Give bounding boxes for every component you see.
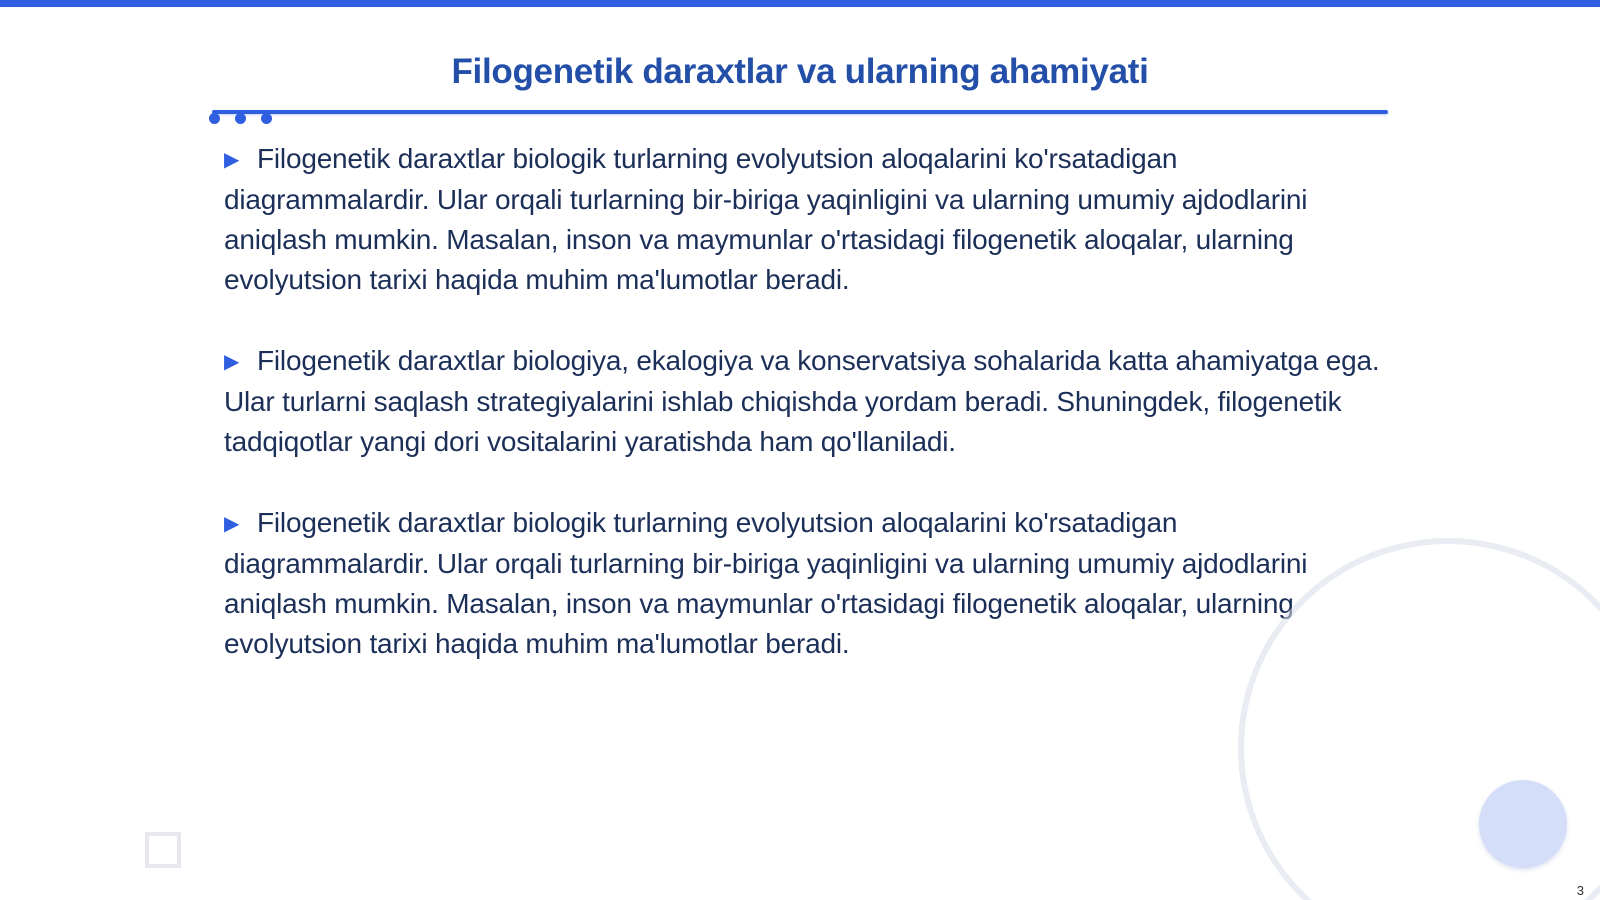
bullet-paragraph-1 [224,139,1384,300]
decorative-dot [261,113,272,124]
triangle-right-icon: ▶ [224,149,240,171]
top-accent-bar [0,0,1600,7]
page-number: 3 [1576,883,1584,898]
decorative-circle [1479,780,1567,868]
paragraph-text: Filogenetik daraxtlar biologik turlarning evolyutsion aloqalarini ko'rsatadigan diagrammalardir. Ular orqali turlarning bir-biriga yaqinligini va ularning umumiy ajdodlarini aniqlash mumkin. Masalan, inson va maymunlar o'rtasidagi filogenetik aloqalar, ularning evolyutsion tarixi haqida muhim ma'lumotlar beradi. [224,143,1308,295]
slide-title: Filogenetik daraxtlar va ularning ahamiyati [451,52,1149,91]
decorative-square [145,832,181,868]
triangle-right-icon: ▶ [224,351,240,373]
triangle-right-icon: ▶ [224,513,240,535]
paragraph-text: Filogenetik daraxtlar biologik turlarning evolyutsion aloqalarini ko'rsatadigan diagrammalardir. Ular orqali turlarning bir-biriga yaqinligini va ularning umumiy ajdodlarini aniqlash mumkin. Masalan, inson va maymunlar o'rtasidagi filogenetik aloqalar, ularning evolyutsion tarixi haqida muhim ma'lumotlar beradi. [224,507,1308,659]
decorative-dot [209,113,220,124]
bullet-paragraph-2 [224,341,1384,462]
slide-body [224,139,1384,705]
bullet-paragraph-3 [224,503,1384,664]
paragraph-text: Filogenetik daraxtlar biologiya, ekalogiya va konservatsiya sohalarida katta ahamiyatga ega. Ular turlarni saqlash strategiyalarini ishlab chiqishda yordam beradi. Shuningdek, filogenetik tadqiqotlar yangi dori vositalarini yaratishda ham qo'llaniladi. [224,345,1380,457]
title-underline [212,110,1388,114]
decorative-dot [235,113,246,124]
